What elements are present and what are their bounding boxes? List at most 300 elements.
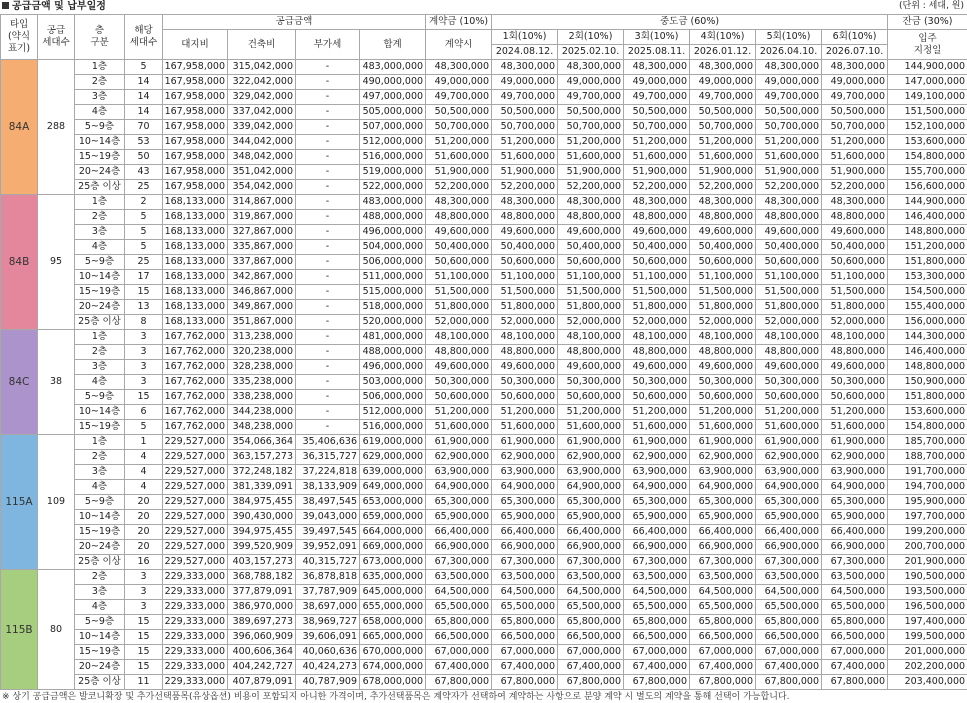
table-body [1, 60, 967, 690]
contract-cell: 48,800,000 [426, 345, 492, 360]
middle-3-cell: 50,600,000 [624, 255, 690, 270]
balance-cell: 151,800,000 [888, 255, 967, 270]
total-cell: 488,000,000 [360, 345, 426, 360]
floor-households-cell: 3 [125, 360, 163, 375]
middle-4-cell: 51,900,000 [690, 165, 756, 180]
middle-3-cell: 48,300,000 [624, 60, 690, 75]
floor-cell: 20~24층 [75, 165, 125, 180]
table-row [1, 600, 967, 615]
middle-6-cell: 48,300,000 [822, 60, 888, 75]
households-cell: 95 [38, 195, 75, 330]
middle-2-cell: 66,400,000 [558, 525, 624, 540]
middle-4-cell: 51,800,000 [690, 300, 756, 315]
middle-5-cell: 51,500,000 [756, 285, 822, 300]
middle-5-cell: 51,100,000 [756, 270, 822, 285]
building-price-cell: 349,867,000 [228, 300, 296, 315]
land-price-cell: 167,762,000 [163, 330, 228, 345]
table-row [1, 390, 967, 405]
table-row [1, 525, 967, 540]
middle-4-cell: 50,400,000 [690, 240, 756, 255]
vat-cell: - [296, 270, 360, 285]
floor-households-cell: 3 [125, 585, 163, 600]
middle-6-cell: 49,600,000 [822, 360, 888, 375]
floor-households-cell: 2 [125, 195, 163, 210]
middle-6-cell: 50,400,000 [822, 240, 888, 255]
middle-4-cell: 65,500,000 [690, 600, 756, 615]
floor-cell: 3층 [75, 585, 125, 600]
vat-cell: 39,606,091 [296, 630, 360, 645]
middle-2-cell: 66,500,000 [558, 630, 624, 645]
middle-6-cell: 51,500,000 [822, 285, 888, 300]
table-row [1, 615, 967, 630]
middle-5-cell: 50,600,000 [756, 255, 822, 270]
building-price-cell: 351,867,000 [228, 315, 296, 330]
middle-2-cell: 62,900,000 [558, 450, 624, 465]
middle-5-cell: 51,900,000 [756, 165, 822, 180]
balance-cell: 148,800,000 [888, 225, 967, 240]
middle-6-cell: 48,800,000 [822, 345, 888, 360]
vat-cell: - [296, 120, 360, 135]
vat-cell: - [296, 225, 360, 240]
floor-cell: 15~19층 [75, 645, 125, 660]
households-cell: 288 [38, 60, 75, 195]
vat-cell: - [296, 195, 360, 210]
header-middle-date-5: 2026.04.10. [756, 45, 822, 60]
middle-5-cell: 49,600,000 [756, 360, 822, 375]
middle-1-cell: 61,900,000 [492, 435, 558, 450]
total-cell: 645,000,000 [360, 585, 426, 600]
middle-1-cell: 62,900,000 [492, 450, 558, 465]
floor-cell: 15~19층 [75, 285, 125, 300]
table-row [1, 510, 967, 525]
contract-cell: 66,900,000 [426, 540, 492, 555]
table-row [1, 330, 967, 345]
middle-6-cell: 50,700,000 [822, 120, 888, 135]
middle-1-cell: 65,300,000 [492, 495, 558, 510]
floor-households-cell: 14 [125, 75, 163, 90]
total-cell: 659,000,000 [360, 510, 426, 525]
middle-5-cell: 50,600,000 [756, 390, 822, 405]
balance-cell: 197,400,000 [888, 615, 967, 630]
floor-cell: 5~9층 [75, 120, 125, 135]
table-row [1, 420, 967, 435]
vat-cell: - [296, 300, 360, 315]
middle-2-cell: 51,200,000 [558, 405, 624, 420]
vat-cell: 38,133,909 [296, 480, 360, 495]
middle-5-cell: 65,800,000 [756, 615, 822, 630]
middle-6-cell: 66,400,000 [822, 525, 888, 540]
balance-cell: 154,800,000 [888, 150, 967, 165]
header-middle-date-4: 2026.01.12. [690, 45, 756, 60]
floor-households-cell: 17 [125, 270, 163, 285]
contract-cell: 49,700,000 [426, 90, 492, 105]
total-cell: 511,000,000 [360, 270, 426, 285]
floor-households-cell: 25 [125, 255, 163, 270]
middle-2-cell: 65,300,000 [558, 495, 624, 510]
middle-1-cell: 50,700,000 [492, 120, 558, 135]
middle-1-cell: 50,400,000 [492, 240, 558, 255]
land-price-cell: 167,958,000 [163, 135, 228, 150]
total-cell: 518,000,000 [360, 300, 426, 315]
balance-cell: 153,600,000 [888, 405, 967, 420]
land-price-cell: 167,958,000 [163, 120, 228, 135]
table-row [1, 270, 967, 285]
land-price-cell: 168,133,000 [163, 240, 228, 255]
land-price-cell: 167,762,000 [163, 405, 228, 420]
total-cell: 483,000,000 [360, 195, 426, 210]
middle-4-cell: 48,300,000 [690, 60, 756, 75]
land-price-cell: 167,762,000 [163, 390, 228, 405]
vat-cell: 37,224,818 [296, 465, 360, 480]
total-cell: 504,000,000 [360, 240, 426, 255]
land-price-cell: 229,527,000 [163, 435, 228, 450]
land-price-cell: 167,958,000 [163, 165, 228, 180]
middle-1-cell: 63,500,000 [492, 570, 558, 585]
middle-5-cell: 64,900,000 [756, 480, 822, 495]
land-price-cell: 229,333,000 [163, 615, 228, 630]
vat-cell: - [296, 285, 360, 300]
land-price-cell: 167,958,000 [163, 105, 228, 120]
floor-households-cell: 4 [125, 480, 163, 495]
middle-6-cell: 67,000,000 [822, 645, 888, 660]
header-balance: 잔금 (30%) [888, 15, 967, 30]
middle-6-cell: 52,200,000 [822, 180, 888, 195]
contract-cell: 49,000,000 [426, 75, 492, 90]
contract-cell: 50,500,000 [426, 105, 492, 120]
middle-1-cell: 67,800,000 [492, 675, 558, 690]
middle-2-cell: 50,300,000 [558, 375, 624, 390]
middle-4-cell: 51,600,000 [690, 420, 756, 435]
middle-2-cell: 48,100,000 [558, 330, 624, 345]
vat-cell: - [296, 390, 360, 405]
building-price-cell: 389,697,273 [228, 615, 296, 630]
middle-4-cell: 67,300,000 [690, 555, 756, 570]
middle-3-cell: 49,600,000 [624, 360, 690, 375]
middle-4-cell: 65,800,000 [690, 615, 756, 630]
floor-cell: 10~14층 [75, 405, 125, 420]
vat-cell: - [296, 345, 360, 360]
middle-4-cell: 50,300,000 [690, 375, 756, 390]
type-cell: 115B [1, 570, 38, 690]
middle-3-cell: 65,900,000 [624, 510, 690, 525]
building-price-cell: 354,042,000 [228, 180, 296, 195]
floor-households-cell: 15 [125, 660, 163, 675]
middle-2-cell: 67,400,000 [558, 660, 624, 675]
middle-4-cell: 64,500,000 [690, 585, 756, 600]
floor-households-cell: 15 [125, 390, 163, 405]
table-row [1, 585, 967, 600]
middle-4-cell: 50,600,000 [690, 255, 756, 270]
floor-cell: 20~24층 [75, 300, 125, 315]
land-price-cell: 167,762,000 [163, 375, 228, 390]
middle-1-cell: 50,600,000 [492, 390, 558, 405]
land-price-cell: 168,133,000 [163, 210, 228, 225]
middle-1-cell: 49,700,000 [492, 90, 558, 105]
middle-2-cell: 51,800,000 [558, 300, 624, 315]
floor-households-cell: 5 [125, 210, 163, 225]
contract-cell: 51,600,000 [426, 420, 492, 435]
building-price-cell: 327,867,000 [228, 225, 296, 240]
land-price-cell: 229,333,000 [163, 660, 228, 675]
vat-cell: 38,697,000 [296, 600, 360, 615]
middle-6-cell: 51,200,000 [822, 135, 888, 150]
balance-cell: 199,200,000 [888, 525, 967, 540]
floor-households-cell: 15 [125, 630, 163, 645]
floor-cell: 20~24층 [75, 660, 125, 675]
middle-1-cell: 65,500,000 [492, 600, 558, 615]
type-cell: 84C [1, 330, 38, 435]
contract-cell: 48,100,000 [426, 330, 492, 345]
middle-2-cell: 52,000,000 [558, 315, 624, 330]
middle-3-cell: 51,600,000 [624, 420, 690, 435]
table-row [1, 405, 967, 420]
floor-cell: 5~9층 [75, 390, 125, 405]
middle-5-cell: 49,000,000 [756, 75, 822, 90]
floor-households-cell: 3 [125, 600, 163, 615]
building-price-cell: 384,975,455 [228, 495, 296, 510]
floor-cell: 10~14층 [75, 270, 125, 285]
building-price-cell: 337,867,000 [228, 255, 296, 270]
middle-6-cell: 67,300,000 [822, 555, 888, 570]
middle-3-cell: 63,500,000 [624, 570, 690, 585]
middle-4-cell: 63,500,000 [690, 570, 756, 585]
total-cell: 512,000,000 [360, 405, 426, 420]
total-cell: 488,000,000 [360, 210, 426, 225]
middle-5-cell: 50,700,000 [756, 120, 822, 135]
vat-cell: - [296, 180, 360, 195]
table-row [1, 660, 967, 675]
middle-3-cell: 51,100,000 [624, 270, 690, 285]
balance-cell: 195,900,000 [888, 495, 967, 510]
floor-cell: 10~14층 [75, 510, 125, 525]
floor-cell: 3층 [75, 225, 125, 240]
middle-1-cell: 66,900,000 [492, 540, 558, 555]
balance-cell: 147,000,000 [888, 75, 967, 90]
total-cell: 522,000,000 [360, 180, 426, 195]
land-price-cell: 168,133,000 [163, 315, 228, 330]
balance-cell: 199,500,000 [888, 630, 967, 645]
middle-2-cell: 67,300,000 [558, 555, 624, 570]
land-price-cell: 168,133,000 [163, 225, 228, 240]
middle-1-cell: 49,000,000 [492, 75, 558, 90]
building-price-cell: 315,042,000 [228, 60, 296, 75]
middle-4-cell: 66,400,000 [690, 525, 756, 540]
floor-cell: 20~24층 [75, 540, 125, 555]
table-row [1, 465, 967, 480]
square-bullet-icon [2, 2, 9, 9]
total-cell: 674,000,000 [360, 660, 426, 675]
floor-cell: 25층 이상 [75, 180, 125, 195]
contract-cell: 66,400,000 [426, 525, 492, 540]
contract-cell: 48,300,000 [426, 60, 492, 75]
contract-cell: 63,900,000 [426, 465, 492, 480]
middle-2-cell: 51,200,000 [558, 135, 624, 150]
floor-households-cell: 25 [125, 180, 163, 195]
middle-1-cell: 51,600,000 [492, 420, 558, 435]
header-floor-households: 해당 세대수 [125, 15, 163, 60]
vat-cell: 39,952,091 [296, 540, 360, 555]
building-price-cell: 313,238,000 [228, 330, 296, 345]
building-price-cell: 314,867,000 [228, 195, 296, 210]
middle-2-cell: 49,000,000 [558, 75, 624, 90]
header-middle-date-6: 2026.07.10. [822, 45, 888, 60]
floor-households-cell: 3 [125, 345, 163, 360]
land-price-cell: 168,133,000 [163, 285, 228, 300]
balance-cell: 196,500,000 [888, 600, 967, 615]
contract-cell: 63,500,000 [426, 570, 492, 585]
middle-5-cell: 66,900,000 [756, 540, 822, 555]
floor-cell: 3층 [75, 90, 125, 105]
building-price-cell: 396,060,909 [228, 630, 296, 645]
middle-1-cell: 48,300,000 [492, 195, 558, 210]
contract-cell: 65,900,000 [426, 510, 492, 525]
middle-5-cell: 67,400,000 [756, 660, 822, 675]
contract-cell: 66,500,000 [426, 630, 492, 645]
land-price-cell: 167,958,000 [163, 90, 228, 105]
table-row [1, 435, 967, 450]
households-cell: 80 [38, 570, 75, 690]
middle-4-cell: 51,100,000 [690, 270, 756, 285]
floor-cell: 5~9층 [75, 255, 125, 270]
table-row [1, 195, 967, 210]
building-price-cell: 328,238,000 [228, 360, 296, 375]
balance-cell: 201,000,000 [888, 645, 967, 660]
page-title-text: 공급금액 및 납부일정 [12, 1, 106, 12]
middle-2-cell: 52,200,000 [558, 180, 624, 195]
building-price-cell: 339,042,000 [228, 120, 296, 135]
floor-households-cell: 20 [125, 540, 163, 555]
middle-4-cell: 67,800,000 [690, 675, 756, 690]
floor-cell: 2층 [75, 345, 125, 360]
floor-cell: 3층 [75, 465, 125, 480]
contract-cell: 67,300,000 [426, 555, 492, 570]
middle-1-cell: 51,600,000 [492, 150, 558, 165]
middle-4-cell: 48,800,000 [690, 345, 756, 360]
total-cell: 653,000,000 [360, 495, 426, 510]
floor-households-cell: 20 [125, 495, 163, 510]
vat-cell: 36,878,818 [296, 570, 360, 585]
vat-cell: 39,497,545 [296, 525, 360, 540]
middle-1-cell: 51,800,000 [492, 300, 558, 315]
middle-2-cell: 49,600,000 [558, 225, 624, 240]
vat-cell: 37,787,909 [296, 585, 360, 600]
floor-cell: 25층 이상 [75, 315, 125, 330]
middle-1-cell: 49,600,000 [492, 225, 558, 240]
middle-6-cell: 51,800,000 [822, 300, 888, 315]
households-cell: 109 [38, 435, 75, 570]
middle-5-cell: 62,900,000 [756, 450, 822, 465]
contract-cell: 62,900,000 [426, 450, 492, 465]
land-price-cell: 167,762,000 [163, 360, 228, 375]
middle-1-cell: 50,600,000 [492, 255, 558, 270]
balance-cell: 152,100,000 [888, 120, 967, 135]
middle-5-cell: 63,900,000 [756, 465, 822, 480]
floor-cell: 2층 [75, 75, 125, 90]
land-price-cell: 168,133,000 [163, 300, 228, 315]
middle-3-cell: 51,200,000 [624, 405, 690, 420]
table-row [1, 285, 967, 300]
building-price-cell: 320,238,000 [228, 345, 296, 360]
contract-cell: 52,000,000 [426, 315, 492, 330]
type-cell: 115A [1, 435, 38, 570]
page-title [2, 0, 106, 13]
contract-cell: 50,300,000 [426, 375, 492, 390]
floor-cell: 4층 [75, 375, 125, 390]
total-cell: 629,000,000 [360, 450, 426, 465]
vat-cell: 40,424,273 [296, 660, 360, 675]
middle-2-cell: 50,700,000 [558, 120, 624, 135]
middle-1-cell: 52,000,000 [492, 315, 558, 330]
vat-cell: 36,315,727 [296, 450, 360, 465]
floor-households-cell: 20 [125, 510, 163, 525]
vat-cell: - [296, 150, 360, 165]
building-price-cell: 372,248,182 [228, 465, 296, 480]
total-cell: 507,000,000 [360, 120, 426, 135]
middle-4-cell: 66,900,000 [690, 540, 756, 555]
middle-1-cell: 48,300,000 [492, 60, 558, 75]
table-row [1, 480, 967, 495]
middle-2-cell: 48,300,000 [558, 60, 624, 75]
total-cell: 481,000,000 [360, 330, 426, 345]
middle-1-cell: 67,300,000 [492, 555, 558, 570]
middle-6-cell: 49,700,000 [822, 90, 888, 105]
balance-cell: 146,400,000 [888, 210, 967, 225]
balance-cell: 193,500,000 [888, 585, 967, 600]
floor-households-cell: 16 [125, 555, 163, 570]
land-price-cell: 168,133,000 [163, 270, 228, 285]
floor-households-cell: 11 [125, 675, 163, 690]
floor-cell: 25층 이상 [75, 555, 125, 570]
middle-5-cell: 67,000,000 [756, 645, 822, 660]
middle-1-cell: 66,400,000 [492, 525, 558, 540]
total-cell: 669,000,000 [360, 540, 426, 555]
table-row [1, 120, 967, 135]
header-middle-date-3: 2025.08.11. [624, 45, 690, 60]
middle-3-cell: 48,800,000 [624, 210, 690, 225]
middle-2-cell: 65,500,000 [558, 600, 624, 615]
table-row [1, 555, 967, 570]
land-price-cell: 168,133,000 [163, 195, 228, 210]
floor-cell: 25층 이상 [75, 675, 125, 690]
floor-cell: 1층 [75, 435, 125, 450]
middle-1-cell: 63,900,000 [492, 465, 558, 480]
balance-cell: 146,400,000 [888, 345, 967, 360]
header-middle-round-2: 2회(10%) [558, 30, 624, 45]
vat-cell: - [296, 375, 360, 390]
contract-cell: 65,500,000 [426, 600, 492, 615]
contract-cell: 52,200,000 [426, 180, 492, 195]
floor-households-cell: 15 [125, 645, 163, 660]
land-price-cell: 167,762,000 [163, 345, 228, 360]
middle-1-cell: 50,300,000 [492, 375, 558, 390]
vat-cell: - [296, 420, 360, 435]
middle-4-cell: 50,600,000 [690, 390, 756, 405]
middle-6-cell: 50,600,000 [822, 255, 888, 270]
total-cell: 519,000,000 [360, 165, 426, 180]
balance-cell: 155,700,000 [888, 165, 967, 180]
land-price-cell: 167,762,000 [163, 420, 228, 435]
middle-1-cell: 50,500,000 [492, 105, 558, 120]
header-land: 대지비 [163, 30, 228, 60]
balance-cell: 151,500,000 [888, 105, 967, 120]
vat-cell: 35,406,636 [296, 435, 360, 450]
table-row [1, 150, 967, 165]
middle-3-cell: 49,000,000 [624, 75, 690, 90]
table-row [1, 60, 967, 75]
middle-2-cell: 64,900,000 [558, 480, 624, 495]
building-price-cell: 335,867,000 [228, 240, 296, 255]
contract-cell: 50,600,000 [426, 255, 492, 270]
